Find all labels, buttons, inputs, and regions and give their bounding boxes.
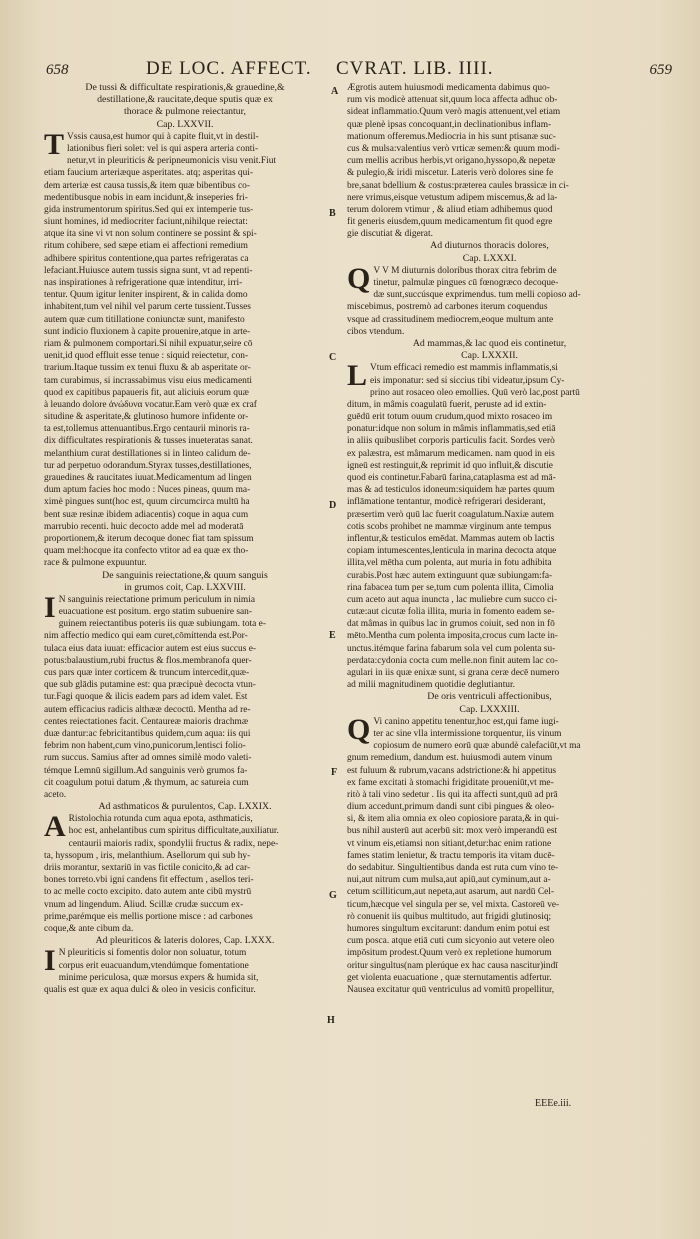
text-line: terum dolorem vtimur , & aliud etiam adhibemus quod	[347, 204, 553, 215]
text-line: præsertim verò quū lac fuerit coagulatum.Naxiæ autem	[347, 509, 554, 520]
text-line: quod eis continetur.Fabarū farina,cataplasma est ad mā-	[347, 473, 556, 483]
text-line: medentibusque nobis in eam incidunt,& inseperies fri-	[44, 192, 248, 203]
text-line: autem quæ cum titillatione coniunctæ sunt, manifesto	[44, 314, 245, 325]
text-line: lefaciant.Huiusce autem tussis signa sunt, vt ad repenti-	[44, 265, 253, 276]
paragraph	[44, 127, 326, 570]
text-line: tinetur, palmulæ pingues cū fœnogræco decoque-	[373, 278, 559, 288]
margin-letter-b: B	[329, 208, 336, 219]
text-line: guēdū erit totum ouum crudum,quod mixto rosaceo im	[347, 412, 553, 423]
text-line: fit generis eiusdem,quum medicamentum fit quod egre	[347, 217, 553, 228]
paragraph	[347, 359, 632, 691]
text-line: mas & ad testiculos idoneum:siquidem hæ partes quum	[347, 485, 555, 496]
section-heading: Ad diuturnos thoracis dolores,	[430, 240, 549, 252]
text-line: & pulegio,& iridi miscetur. Lateris verò dolores sine fe	[347, 168, 554, 179]
text-line: riam & pulmonem comportari.Si nihil expuatur,seire cō	[44, 338, 253, 349]
section-heading: in grumos coit, Cap. LXXVIII.	[124, 581, 246, 593]
section-heading: Ad mammas,& lac quod eis continetur,	[412, 337, 567, 349]
text-line: minime periculosa, quæ morsus expers & humida sit,	[58, 972, 259, 983]
text-line: corpus erit euacuandum,vtendúmque fomentatione	[58, 960, 249, 971]
text-line: nas inspirationes à refrigeratione quæ intenditur, irri-	[44, 278, 243, 288]
text-line: tulaca eius data iuuat: efficacior autem est eius succus e-	[44, 643, 256, 654]
text-line: dum aptum facies hoc modo : Nuces pineas, quum ma-	[44, 485, 251, 496]
text-line: mationum offeremus.Mediocria in his sunt ptisanæ suc-	[347, 131, 556, 142]
text-line: N sanguinis reiectatione primum periculum in nimia	[58, 594, 255, 605]
text-line: inflāmatione tentantur, modicè refrigerari desiderant,	[347, 497, 546, 508]
text-line: Ristolochia rotunda cum aqua epota, asthmaticis,	[68, 814, 253, 825]
text-line: coque,& ante cibum da.	[44, 923, 134, 934]
text-line: nim affectio medico qui eam curet,cōmittenda est.Por-	[44, 631, 248, 642]
text-line: cum aceto aut aqua inuncta , lac muliebre cum succo ci-	[347, 594, 558, 605]
text-line: bones torreto.vbi igni candens fit effectum , asellos teri-	[44, 875, 254, 886]
text-line: centes reiectationes facit. Centaureæ maioris drachmæ	[44, 716, 249, 727]
section-heading: Cap. LXXVII.	[156, 118, 214, 130]
text-line: tur ad perpetuo odorandum.Styrax tusses,destillationes,	[44, 460, 252, 471]
text-line: prino aut rosaceo oleo emollies. Quū verò lac,post partū	[370, 387, 580, 398]
text-line: ta, hyssopum , iris, melanthium. Asellorum qui sub hy-	[44, 850, 251, 861]
section-heading: De oris ventriculi affectionibus,	[427, 691, 552, 703]
text-line: cit coagulum potui datum ,& thymum, ac satureia cum	[44, 777, 249, 788]
text-line: miscebimus, postremò ad carbones iterum coquendus	[347, 302, 548, 313]
text-line: sideat inflammatio.Quum verò magis attenuent,vel etiam	[347, 107, 561, 118]
text-line: ex palæstra, est mâmarum medicamen. nam quod in eis	[347, 448, 555, 459]
text-line: inflentur,& testiculos emēdat. Mammas autem ob lactis	[347, 533, 555, 544]
text-line: cotis scobs prohibet ne mammæ virginum ante tempus	[347, 521, 552, 532]
text-line: etiam faucium arteriæque asperitates. atq; asperitas qui-	[44, 168, 254, 179]
text-line: centaurii maioris radix, spondylii fructus & radix, nepe-	[68, 838, 279, 849]
text-line: nui,aut nitrum cum mulsa,aut apiū,aut cyminum,aut a-	[347, 875, 551, 886]
text-line: impōsitum prodest.Quum verò ex repletione humorum	[347, 948, 552, 959]
text-line: humores singultum excitarunt: dandum enim potui est	[347, 923, 550, 934]
section-heading: Cap. LXXXII.	[461, 350, 518, 362]
section-heading: Ad pleuriticos & lateris dolores, Cap. LXXX.	[95, 935, 275, 947]
initial-letter: A	[44, 810, 66, 844]
paragraph	[44, 810, 326, 935]
initial-letter: I	[44, 944, 56, 978]
text-line: prime,parémque eis mellis portione misce : ad carbones	[44, 911, 253, 922]
section-heading: destillatione,& raucitate,deque sputis quæ ex	[97, 94, 273, 106]
text-line: eis imponatur: sed si siccius tibi videatur,ipsum Cy-	[370, 375, 565, 386]
text-line: bre,sanat bdellium & costus:præterea caules brassicæ in ci-	[347, 180, 569, 191]
text-line: ter ac sine vlla intermissione torquentur, iis vinum	[373, 728, 562, 739]
text-line: tur.Fagi quoque & ilicis eadem pars ad idem valet. Est	[44, 692, 248, 703]
text-line: cibos vtendum.	[347, 326, 405, 337]
text-line: vt vinum eis,etiamsi non sitiant,detur:hac enim ratione	[347, 838, 552, 849]
text-line: ritò à tali vino sedetur . Iis qui ita affecti sunt,quū ad prā	[347, 789, 558, 800]
paragraph	[347, 261, 632, 338]
text-line: febrim non habent,cum vino,punicorum,lentisci folio-	[44, 741, 246, 752]
text-line: dium accedunt,primum dandi sunt cibi pingues & oleo-	[347, 802, 555, 813]
text-line: netur,vt in pleuriticis & peripneumonicis visu venit.Fiut	[67, 156, 276, 167]
text-line: fames statim lenietur, & tractu temporis ita vitam ducē-	[347, 850, 555, 861]
paragraph	[44, 944, 326, 996]
running-title-right: CVRAT. LIB. IIII.	[336, 58, 494, 79]
text-line: N pleuriticis si fomentis dolor non soluatur, totum	[58, 948, 247, 959]
text-line: copiam intumescentes,lenticula in marina decocta atque	[347, 546, 557, 557]
text-line: ditum, in mâmis coagulatū fuerit, peruste ad id extin-	[347, 399, 547, 410]
text-line: dem arteriæ est causa tussis,& item quæ bibentibus co-	[44, 180, 250, 191]
text-line: Ægrotis autem huiusmodi medicamenta dabimus quo-	[347, 83, 550, 93]
text-line: quam mel:hocque ita confecto vtitor ad ea quæ ex tho-	[44, 546, 249, 557]
text-line: autem efficacius radicis althææ decoctū. Mentha ad re-	[44, 704, 251, 715]
text-line: uenit,id quod effluit esse tenue : siquid reiectetur, con-	[44, 351, 249, 362]
right-text-column	[347, 82, 632, 996]
text-line: ex fame excitati à stomachi frigiditate proueniūt,vt me-	[347, 777, 554, 788]
text-line: lationibus fieri solet: vel is qui aspera arteria conti-	[67, 143, 259, 154]
text-line: rum succus. Samius after ad omnes similè modo valeti-	[44, 753, 252, 764]
text-line: hoc est, anhelantibus cum spiritus difficultate,auxiliatur.	[68, 826, 279, 837]
text-line: si, & item alia omnia ex oleo copiosiore parata,& in qui-	[347, 814, 559, 825]
text-line: curabis.Post hæc autem extinguunt quæ subiungam:fa-	[347, 570, 553, 581]
text-line: bent suæ resinæ ibidem adiacentis) coque in aqua cum	[44, 509, 249, 520]
text-line: vsque ad crassitudinem mediocrem,eoque multum ante	[347, 314, 554, 325]
section-heading: thorace & pulmone reiectantur,	[123, 106, 247, 118]
text-line: illita,vel mētha cum polenta, aut muria in fotu adhibita	[347, 558, 552, 569]
text-line: grauedines & raucitates iuuat.Medicamentum ad lingen	[44, 473, 252, 483]
text-line: unctus.itémque farina fabarum sola vel cum polenta su-	[347, 643, 556, 654]
text-line: tam curabimus, si incrassabimus visu eius medicamenti	[44, 375, 253, 386]
text-line: ad milii magnitudinem quotidie deglutiantur.	[347, 680, 515, 691]
text-line: quod ex capitibus papaueris fit, aut aliciuis eorum quæ	[44, 387, 249, 398]
text-line: gie discutiat & digerat.	[347, 229, 433, 240]
text-line: do sedabitur. Singultientibus danda est ruta cum vino te-	[347, 863, 559, 873]
initial-letter: Q	[347, 712, 371, 746]
text-line: ritum cohibere, sed sæpe etiam ei affectioni remedium	[44, 241, 248, 252]
margin-letter-f: F	[331, 767, 338, 778]
text-line: rum vis modicè attenuat sit,quum loca affecta adhuc ob-	[347, 95, 558, 106]
text-line: perdata:cydonia cocta cum melle.non finit autem lac co-	[347, 655, 558, 666]
text-line: duæ dantur:ac febricitantibus quidem,cum aqua: iis qui	[44, 728, 251, 739]
section-heading: Ad asthmaticos & purulentos, Cap. LXXIX.	[98, 801, 272, 813]
paragraph	[347, 712, 632, 996]
text-line: à leuando dolore ἀνώδυνα vocatur.Eam verò quæ ex craf	[44, 399, 257, 410]
text-line: quæ plenè ipsas concoquant,in declinationibus inflam-	[347, 119, 552, 130]
text-line: atque ita sine vi vt non solum continere se possint & spi-	[44, 229, 257, 240]
initial-letter: L	[347, 359, 368, 393]
text-line: melanthium curat destillationes si in linteo calidum de-	[44, 448, 251, 459]
text-line: qualis est quæ ex aqua dulci & oleo in vesicis conficitur.	[44, 984, 256, 995]
section-heading: De sanguinis reiectatione,& quum sanguis	[102, 569, 268, 581]
text-line: ximè pingues sunt(hoc est, quum circumcirca multū ha	[44, 497, 250, 508]
text-line: to ac melle cocto excipito. dato autem ante cibū mystrū	[44, 887, 252, 898]
text-line: trarium.Itaque tussim ex tenui fluxu & ab asperitate or-	[44, 363, 251, 374]
initial-letter: T	[44, 127, 65, 161]
text-line: potus:balaustium,rubi fructus & flos.membranofa quer-	[44, 655, 252, 666]
text-line: in aliis quibuslibet corporis particulis facit. Sordes verò	[347, 436, 555, 447]
signature-mark: EEEe.iii.	[535, 1098, 572, 1109]
margin-letter-d: D	[329, 500, 337, 511]
text-line: Vi canino appetitu tenentur,hoc est,qui fame iugi-	[373, 716, 559, 727]
text-line: cutæ:aut cicutæ folia illita, muria in fomento eadem se-	[347, 607, 555, 618]
text-line: ta est,tollemus attenuantibus.Ergo centaurii minoris ra-	[44, 424, 250, 435]
text-line: cus & mulsa:valentius verò vrticæ semen:& quum modi-	[347, 143, 560, 154]
text-line: cus pars quæ inter corticem & truncum intercedit,quæ-	[44, 668, 250, 678]
text-line: bus nihil austerū aut acerbū sit: mox verò imperandū est	[347, 826, 558, 837]
right-page-number: 659	[649, 62, 672, 78]
margin-letter-a: A	[331, 86, 339, 97]
text-line: copiosum de numero eorū quæ abundè calefaciūt,vt ma	[373, 741, 581, 752]
text-line: euacuatione est positum. ergo statim subuenire san-	[58, 607, 252, 618]
section-heading: De tussi & difficultate respirationis,& grauedine,&	[85, 82, 285, 93]
text-line: que sub glādis putamine est: qua præcipuè decocta vtun-	[44, 680, 256, 691]
margin-letter-h: H	[327, 1015, 335, 1026]
text-line: agulari in iis quæ enixæ sunt, si grana ceræ decē numero	[347, 668, 560, 678]
text-line: guinem reiectantibus poteris iis quæ subiungam. tota e-	[58, 619, 266, 630]
text-line: ponatur:idque non solum in mâmis inflammatis,sed etiā	[347, 424, 556, 435]
text-line: get violenta euacuatione , quæ sternutamentis adfertur.	[347, 972, 552, 983]
running-title	[146, 58, 494, 80]
running-header	[46, 58, 672, 84]
text-line: ticum,hæcque vel singula per se, vel mixta. Castoreū ve-	[347, 899, 560, 910]
text-line: gida instrumentorum spiritus.Sed qui ex intemperie tus-	[44, 204, 254, 215]
text-line: inhabitent,tum vel nihil vel parum certe tussient.Tusses	[44, 302, 251, 313]
text-line: race & pulmone expuuntur.	[44, 558, 147, 569]
text-line: vnum ad lingendum. Aliud. Scillæ crudæ succum ex-	[44, 899, 244, 910]
text-line: cum mellis acribus herbis,vt origano,hyssopo,& nepetæ	[347, 156, 556, 167]
section-heading: Cap. LXXXI.	[462, 252, 517, 264]
text-line: adhibere spiritus contentione,qua partes refrigeratas ca	[44, 253, 249, 264]
text-line: cum posca. atque etiā cuti cum sicyonio aut vetere oleo	[347, 936, 555, 947]
text-line: V V M diuturnis doloribus thorax citra febrim de	[373, 265, 557, 276]
text-line: igneū est restinguit,& reprimit id quo influit,& discutie	[347, 460, 553, 471]
initial-letter: I	[44, 590, 56, 624]
section-heading: Cap. LXXXIII.	[459, 703, 520, 715]
text-line: siunt homines, id mediocriter faciunt,nihilque reiectat:	[44, 217, 248, 228]
text-line: Nausea excitatur quū ventriculus ad vomitū propellitur,	[347, 984, 555, 995]
text-line: Vtum efficaci remedio est mammis inflammatis,si	[370, 363, 558, 374]
text-line: dix difficultates respirationis & tusses inueteratas sanat.	[44, 436, 253, 447]
margin-letter-e: E	[329, 630, 336, 641]
text-line: nere vrimus,eisque vetustum adipem miscemus,& ad la-	[347, 192, 558, 203]
text-line: proportionem,& iterum decoque donec fiat tam spissum	[44, 533, 254, 544]
text-line: tentur. Quum igitur leniter inspirent, & in calida domo	[44, 290, 248, 301]
margin-letter-g: G	[329, 890, 337, 901]
left-text-column	[44, 82, 326, 996]
text-line: situdine & asperitate,& glutinoso humore infidente or-	[44, 412, 249, 423]
text-line: rò conuenit iis quibus multitudo, aut frigidi glutinosiq;	[347, 911, 552, 922]
text-line: rina fabacea tum per se,tum cum polenta illita, Cimolia	[347, 582, 554, 593]
initial-letter: Q	[347, 261, 371, 295]
margin-letter-c: C	[329, 352, 337, 363]
text-line: dæ sunt,succúsque exprimendus. tum melli copioso ad-	[373, 290, 581, 301]
paragraph	[347, 82, 632, 240]
text-line: driis morantur, sextariū in vas fictile conicito,& ad car-	[44, 863, 251, 873]
text-line: oritur singultus(nam plerúque ex hac causa nascitur)indī	[347, 960, 558, 971]
running-title-left: DE LOC. AFFECT.	[146, 58, 312, 79]
text-line: sunt indicio fluxionem à capite prouenire,atque in arte-	[44, 326, 251, 337]
text-line: cetum scilliticum,aut nepeta,aut asarum, aut nardū Cel-	[347, 887, 554, 898]
paragraph	[44, 590, 326, 801]
text-line: marrubio recenti. huic decocto adde mel ad moderatā	[44, 521, 244, 532]
text-line: mēto.Mentha cum polenta imposita,crocus cum lacte in-	[347, 631, 558, 642]
text-line: gnum remedium, dandum est. huiusmodi autem vinum	[347, 753, 553, 764]
text-line: Vssis causa,est humor qui à capite fluit,vt in destil-	[67, 131, 259, 142]
text-line: témque Lemnū sigillum.Ad sanguinis verò grumos fa-	[44, 765, 248, 776]
text-line: aceto.	[44, 789, 67, 800]
text-line: est fuluum & rubrum,vacans adstrictione:& hi appetitus	[347, 765, 557, 776]
left-page-number: 658	[46, 62, 69, 78]
text-line: dat mâmas in quibus lac in grumos coiuit, sed non in fō	[347, 619, 555, 630]
